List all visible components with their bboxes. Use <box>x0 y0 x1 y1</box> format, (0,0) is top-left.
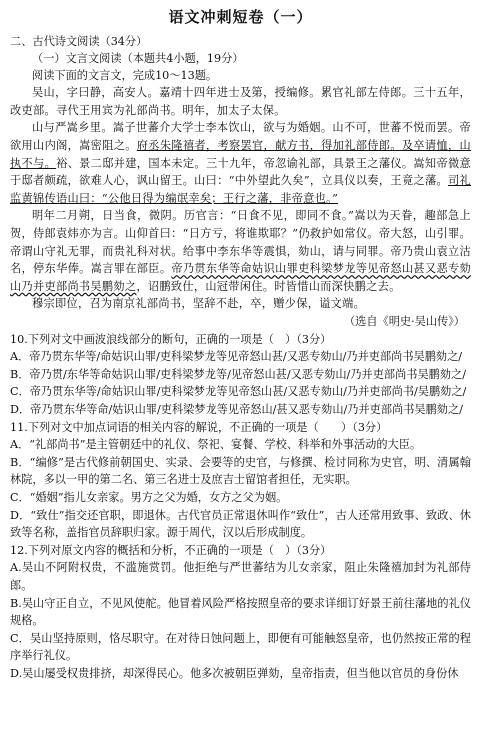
question-12-stem: 12.下列对原文内容的概括和分析，不正确的一项是（ ）（3分） <box>10 543 332 557</box>
passage-source: （选自《明史·吴山传》） <box>343 315 465 328</box>
question-11-option-a: A．“礼部尚书”是主管朝廷中的礼仪、祭祀、宴餐、学校、科举和外事活动的大臣。 <box>10 438 422 452</box>
question-12-option-d: D.吴山屡受权贵排挤，却深得民心。他多次被朝臣弹劾，皇帝指责，但当他以官员的身份休 <box>10 666 459 680</box>
instruction-text: 阅读下面的文言文，完成10～13题。 <box>32 69 218 83</box>
page-title: 语文冲刺短卷（一） <box>168 8 313 26</box>
question-11-stem: 11.下列对文中加点词语的相关内容的解说，不正确的一项是（ ）（3分） <box>10 420 388 434</box>
question-10-option-c: C．帝乃贯东华等/命姑识山罪/吏科梁梦龙等见帝怒山甚/又恶专劾山/乃并吏部尚书/吴鹏劾之/ <box>10 385 467 399</box>
passage-paragraph-3: 明年二月朔，日当食，微阴。历官言：“日食不见，即同不食。”嵩以为天眷，趣部急上贺，侍郎袁炜亦为言。山仰首曰：“日方亏，将谁欺耶？”仍救护如常仪。帝大怒，山引罪。帝谓山守礼无罪，而贵礼科对状。给事中李东华等震惧，劾山，请与同罪。帝乃贵山袁立沽名，停东华俸。嵩言罪在部臣。帝乃贯东华等命姑识山罪吏科梁梦龙等见帝怒山甚又恶专劾山乃并吏部尚书吴鹏劾之，诏鹏致仕，山冠带闲住。时皆惜山而深快鹏之去。 <box>10 209 471 293</box>
question-11-option-b: B．“编修”是古代修前朝国史、实录、会要等的史官，与修撰、检讨同称为史官，明、清属翰林院，多以一甲的第二名、第三名进士及庶吉士留馆者担任，无实职。 <box>10 455 471 487</box>
question-10-stem: 10.下列对文中画波浪线部分的断句，正确的一项是（ ）（3分） <box>10 332 332 346</box>
subsection-heading: （一）文言文阅读（本题共4小题，19分） <box>32 52 244 66</box>
passage-paragraph-2: 山与严嵩乡里。嵩子世蕃介大学士李本饮山，欲与为婚姻。山不可，世蕃不悦而罢。帝欲用山内阁，嵩密阻之。府丞朱隆禧者，考察罢官，献方书，得加礼部侍郎。及卒请恤，山执不与。裕、景二邸并建，国本未定。三十九年，帝忽谕礼部，具景王之藩仪。嵩知帝微意于邸者颇疏，欲难人心，讽山留王。山曰：“中外望此久矣”，立具仪以奏，王竟之藩。司礼监黄锦传语山曰：“公他日得为编氓幸矣；王行之藩，非帝意也。” <box>10 121 471 205</box>
question-12-option-c: C．吴山坚持原则，恪尽职守。在对待日蚀问题上，即便有可能触怒皇帝，也仍然按正常的程序举行礼仪。 <box>10 631 471 663</box>
question-11-option-c: C．“婚姻”指儿女亲家。男方之父为婚，女方之父为姻。 <box>10 490 288 504</box>
underlined-sentence-3: 司礼监黄锦传语山曰：“公他日得为编氓幸矣；王行之藩，非帝意也。” <box>10 174 471 205</box>
passage-paragraph-1: 吴山，字曰静，高安人。嘉靖十四年进士及第，授编修。累官礼部左侍郎。三十五年，改吏部。寻代王用宾为礼部尚书。明年，加太子太保。 <box>10 86 471 117</box>
wavy-underlined-passage: 帝乃贯东华等命姑识山罪吏科梁梦龙等见帝怒山甚又恶专劾山乃并吏部尚书吴鹏劾之 <box>10 262 471 293</box>
section-heading: 二、古代诗文阅读（34分） <box>10 35 148 48</box>
question-12-option-a: A.吴山不阿附权贵，不滥施赏罚。他拒绝与严世蕃结为儿女亲家，阻止朱隆禧加封为礼部侍郎。 <box>10 561 471 592</box>
question-10-option-b: B．帝乃贯/东华等命姑识山罪/吏科梁梦龙等/见帝怒山甚/又恶专劾山/乃并吏部尚书吴鹏劾之/ <box>10 367 466 381</box>
question-11-option-d: D．“致仕”指交还官职，即退休。古代官员正常退休叫作“致仕”，古人还常用致事、致政、休致等名称，盖指官员辞职归家。源于周代，汉以后形成制度。 <box>10 508 471 540</box>
question-10-option-a: A．帝乃贯东华等/命姑识山罪/吏科梁梦龙等见帝怒山甚/又恶专劾山/乃并吏部尚书吴鹏劾之/ <box>10 350 463 364</box>
question-10-option-d: D．帝乃贯东华等命/姑识山罪/吏科梁梦龙等见帝怒山/甚又恶专劾山/乃并吏部尚书吴鹏劾之/ <box>10 402 463 416</box>
underlined-sentence-1: 府丞朱隆禧者，考察罢官，献方书，得加礼部侍郎。 <box>136 139 402 153</box>
question-12-option-b: B.吴山守正自立，不见风使舵。他冒着风险严格按照皇帝的要求详细订好景王前往藩地的礼仪规格。 <box>10 596 471 628</box>
underlined-sentence-2: 及卒请恤，山执不与。 <box>10 139 471 170</box>
passage-paragraph-4: 穆宗即位，召为南京礼部尚书，坚辞不赴，卒，赠少保，谥文端。 <box>32 297 366 311</box>
